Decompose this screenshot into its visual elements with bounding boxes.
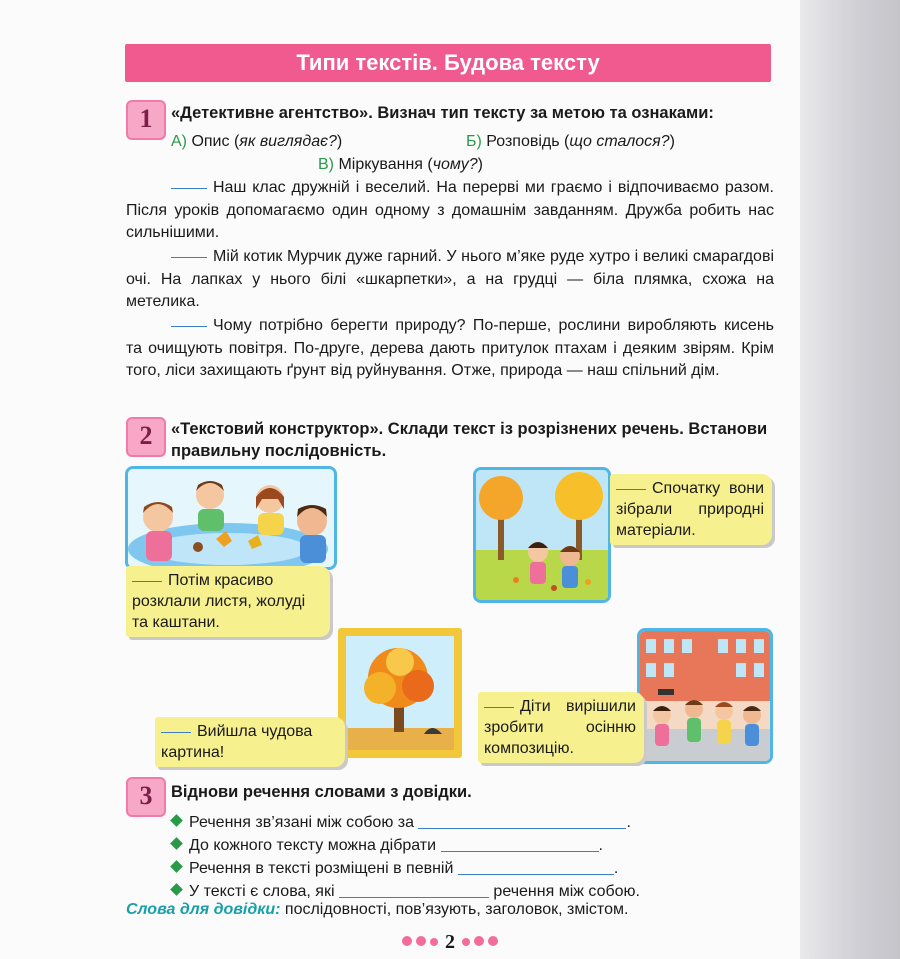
text-fragment-1: Наш клас дружній і веселий. На перерві ми граємо і відпочиваємо разом. Після уроків допомагаємо один одному з домашнім завданням. Дружба робить нас сильнішими. xyxy=(126,179,774,241)
autumn-tree-drawing xyxy=(338,628,462,758)
answer-line[interactable] xyxy=(339,897,489,898)
text-fragment-2: Мій котик Мурчик дуже гарний. У нього м’яке руде хутро і великі смарагдові очі. На лапках у нього білі «шкарпетки», а на грудці — біла плямка, схожа на метелика. xyxy=(126,248,774,310)
page-title: Типи текстів. Будова тексту xyxy=(125,44,771,82)
answer-line[interactable] xyxy=(418,828,626,829)
dot-icon xyxy=(462,938,470,946)
answer-blank[interactable] xyxy=(171,257,207,258)
reference-words: Слова для довідки: послідовності, пов’язують, заголовок, змістом. xyxy=(126,901,629,918)
answer-blank[interactable] xyxy=(171,188,207,189)
page-edge-shadow xyxy=(800,0,900,959)
city-kids-drawing xyxy=(640,631,770,761)
answer-blank[interactable] xyxy=(161,732,191,733)
option-v: В) Міркування (чому?) xyxy=(318,156,483,173)
option-a: А) Опис (як виглядає?) xyxy=(171,133,343,150)
dot-icon xyxy=(430,938,438,946)
task-number-1: 1 xyxy=(126,100,166,140)
diamond-bullet-icon xyxy=(170,837,183,850)
task1-heading: «Детективне агентство». Визнач тип тексту за метою та ознаками: xyxy=(171,104,714,122)
dot-icon xyxy=(416,936,426,946)
city-kids-illustration xyxy=(637,628,773,764)
diamond-bullet-icon xyxy=(170,814,183,827)
autumn-park-illustration xyxy=(473,467,611,603)
dot-icon xyxy=(488,936,498,946)
autumn-park-drawing xyxy=(476,470,608,600)
page-number: 2 xyxy=(445,931,455,953)
sentence-row-4: У тексті є слова, які речення між собою. xyxy=(172,881,640,903)
dot-icon xyxy=(402,936,412,946)
sentence-row-2: До кожного тексту можна дібрати . xyxy=(172,835,603,857)
sentence-card-4: Діти вирішили зробити осінню композицію. xyxy=(478,692,644,763)
kids-crafting-illustration xyxy=(125,466,337,570)
kids-crafting-drawing xyxy=(128,469,334,567)
option-b: Б) Розповідь (що сталося?) xyxy=(466,133,675,150)
answer-blank[interactable] xyxy=(616,489,646,490)
task3-heading: Віднови речення словами з довідки. xyxy=(171,783,472,801)
answer-line[interactable] xyxy=(458,874,614,875)
answer-blank[interactable] xyxy=(132,581,162,582)
answer-line[interactable] xyxy=(441,851,599,852)
page-footer xyxy=(390,931,510,954)
sentence-card-1: Спочатку вони зібрали природні матеріали. xyxy=(610,474,772,545)
diamond-bullet-icon xyxy=(170,860,183,873)
autumn-tree-painting xyxy=(338,628,462,758)
diamond-bullet-icon xyxy=(170,883,183,896)
sentence-card-3: Вийшла чудова картина! xyxy=(155,717,345,767)
sentence-row-3: Речення в тексті розміщені в певній . xyxy=(172,858,618,880)
sentence-card-2: Потім красиво розклали листя, жолуді та каштани. xyxy=(126,566,330,637)
answer-blank[interactable] xyxy=(171,326,207,327)
task-number-2: 2 xyxy=(126,417,166,457)
text-fragment-3: Чому потрібно берегти природу? По-перше, рослини виробляють кисень та очищують повітря. По-друге, дерева дають притулок птахам і деяким звірям. Крім того, ліси захищають ґрунт від руйнування. Отже, природа — наш спільний дім. xyxy=(126,317,774,379)
answer-blank[interactable] xyxy=(484,707,514,708)
task-number-3: 3 xyxy=(126,777,166,817)
dot-icon xyxy=(474,936,484,946)
sentence-row-1: Речення зв’язані між собою за . xyxy=(172,812,631,834)
task2-heading: «Текстовий конструктор». Склади текст із розрізнених речень. Встанови правильну послідовність. xyxy=(171,420,768,460)
